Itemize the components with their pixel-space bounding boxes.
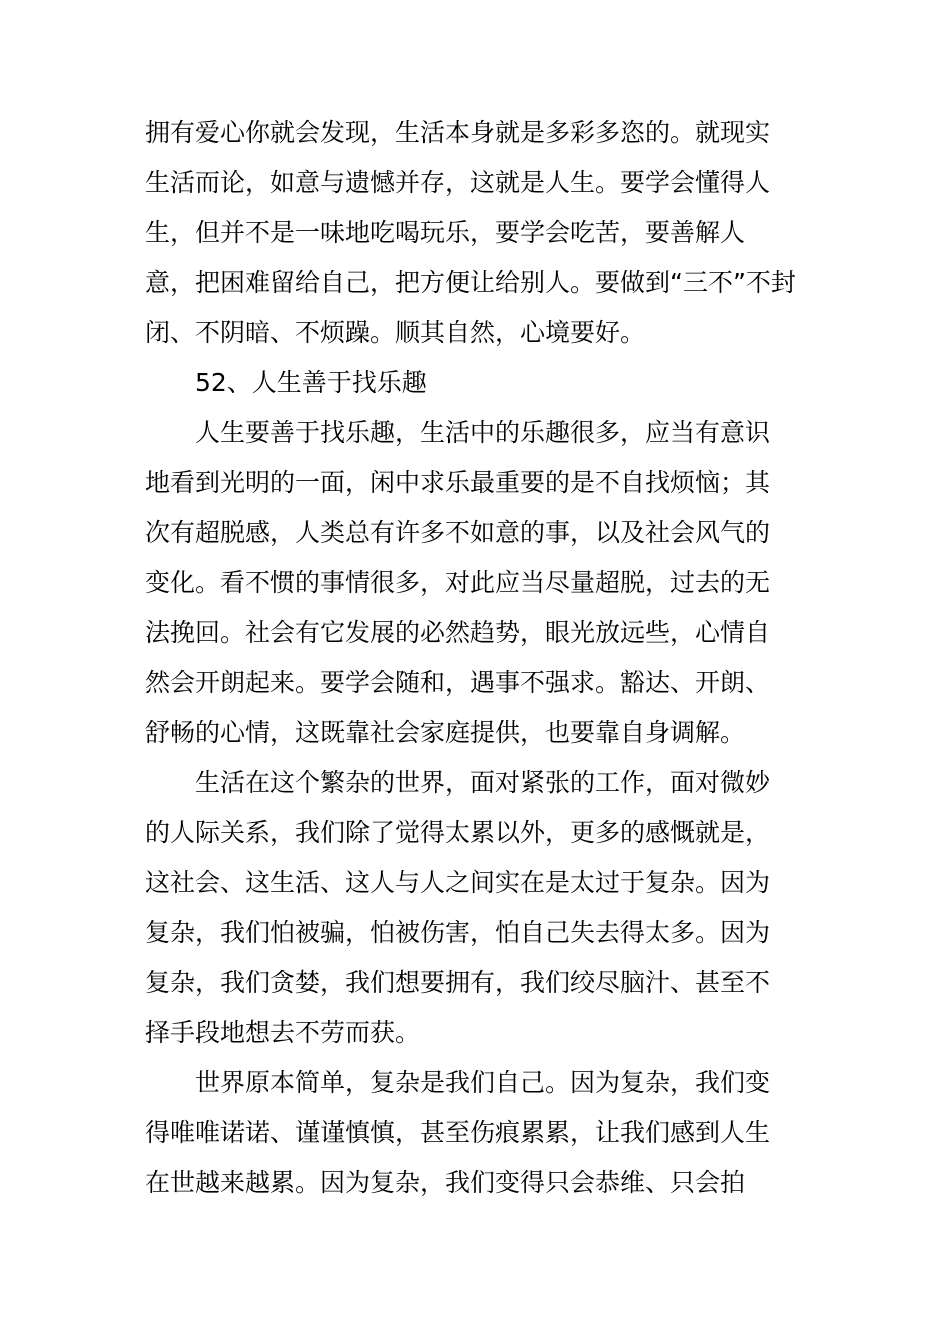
text-line: 世界原本简单，复杂是我们自己。因为复杂，我们变 [195,1068,771,1097]
text-line: 生，但并不是一味地吃喝玩乐，要学会吃苦，要善解人 [145,218,746,247]
text-line: 次有超脱感，人类总有许多不如意的事，以及社会风气的 [145,518,771,547]
text-line: 法挽回。社会有它发展的必然趋势，眼光放远些，心情自 [145,618,771,647]
text-line: 拥有爱心你就会发现，生活本身就是多彩多恣的。就现实 [145,118,771,147]
text-line: 人生要善于找乐趣，生活中的乐趣很多，应当有意识 [195,418,771,447]
text-line: 地看到光明的一面，闲中求乐最重要的是不自找烦恼；其 [145,468,771,497]
text-line: 闭、不阴暗、不烦躁。顺其自然，心境要好。 [145,318,646,347]
text-line: 然会开朗起来。要学会随和，遇事不强求。豁达、开朗、 [145,668,771,697]
text-line: 的人际关系，我们除了觉得太累以外，更多的感慨就是， [145,818,771,847]
text-line: 这社会、这生活、这人与人之间实在是太过于复杂。因为 [145,868,771,897]
text-line: 复杂，我们怕被骗，怕被伤害，怕自己失去得太多。因为 [145,918,771,947]
text-line: 生活而论，如意与遗憾并存，这就是人生。要学会懂得人 [145,168,771,197]
text-line: 在世越来越累。因为复杂，我们变得只会恭维、只会拍 [145,1168,746,1197]
text-line: 舒畅的心情，这既靠社会家庭提供，也要靠自身调解。 [145,718,746,747]
text-line: 择手段地想去不劳而获。 [145,1018,421,1047]
text-line: 变化。看不惯的事情很多，对此应当尽量超脱，过去的无 [145,568,771,597]
text-line: 复杂，我们贪婪，我们想要拥有，我们绞尽脑汁、甚至不 [145,968,771,997]
text-line: 意，把困难留给自己，把方便让给别人。要做到“三不”不封 [145,268,796,297]
text-line: 生活在这个繁杂的世界，面对紧张的工作，面对微妙 [195,768,771,797]
section-heading: 52、人生善于找乐趣 [195,368,427,397]
text-line: 得唯唯诺诺、谨谨慎慎，甚至伤痕累累，让我们感到人生 [145,1118,771,1147]
